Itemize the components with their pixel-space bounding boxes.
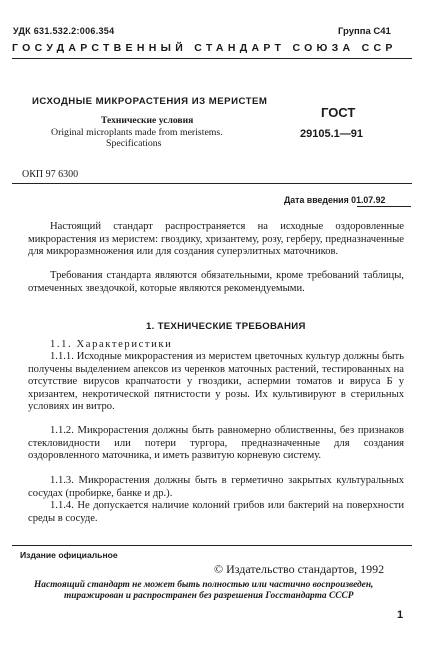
page-number: 1: [397, 609, 404, 621]
footer-rule: [12, 545, 412, 546]
group-code: Группа С41: [338, 26, 391, 37]
english-title-line1: Original microplants made from meristems.: [51, 127, 223, 138]
state-standard-banner: ГОСУДАРСТВЕННЫЙ СТАНДАРТ СОЮЗА ССР: [12, 42, 397, 54]
okp-code: ОКП 97 6300: [22, 169, 79, 180]
clause-1-1-4: 1.1.4. Не допускается наличие колоний грибов или бактерий на поверхности среды в сосуде.: [28, 500, 404, 524]
clause-1-1-2: 1.1.2. Микрорастения должны быть равномерно облиственны, без признаков стекловидности или потери тургора, предназначенные для создания оздоровленного маточника, и иметь развитую корневую систему.: [28, 425, 404, 462]
copyright-notice: © Издательство стандартов, 1992: [214, 562, 385, 576]
gost-label: ГОСТ: [321, 105, 356, 120]
reproduction-notice-line2: тиражирован и распространен без разрешения Госстандарта СССР: [64, 591, 354, 601]
gost-number: 29105.1—91: [300, 128, 363, 140]
introduction-date: Дата введения 01.07.92: [284, 195, 386, 205]
intro-paragraph-requirements: Требования стандарта являются обязательными, кроме требований таблицы, отмеченных звездочкой, которые являются рекомендуемыми.: [28, 270, 404, 294]
english-title-line2: Specifications: [106, 138, 162, 149]
document-subtitle: Технические условия: [101, 115, 194, 126]
clause-1-1-1: 1.1.1. Исходные микрорастения из меристем цветочных культур должны быть получены выделением апексов из черенков маточных растений, тестированных на отсутствие вирусов крапчатости у гвоздики, аспермии томатов и вируса Б у хризантем, некротической пятнистости у розы. Их культивируют в стерильных условиях ин витро.: [28, 351, 404, 413]
section-heading: 1. ТЕХНИЧЕСКИЕ ТРЕБОВАНИЯ: [146, 321, 306, 332]
official-edition-label: Издание официальное: [20, 550, 118, 560]
udk-code: УДК 631.532.2:006.354: [13, 26, 115, 36]
title-block-rule: [12, 183, 412, 184]
intro-paragraph-scope: Настоящий стандарт распространяется на исходные оздоровленные микрорастения из меристем: гвоздику, хризантему, розу, герберу, предназначенные для микроразмножения или для создания суперэлитных маточников.: [28, 221, 404, 258]
document-title: ИСХОДНЫЕ МИКРОРАСТЕНИЯ ИЗ МЕРИСТЕМ: [32, 96, 268, 107]
header-rule: [12, 58, 412, 59]
reproduction-notice-line1: Настоящий стандарт не может быть полностью или частично воспроизведен,: [34, 580, 374, 590]
clause-1-1-3: 1.1.3. Микрорастения должны быть в герметично закрытых культуральных сосудах (пробирке, банке и др.).: [28, 475, 404, 499]
clause-1-1: 1.1. Характеристики: [50, 339, 173, 350]
introduction-date-underline: [357, 206, 411, 207]
